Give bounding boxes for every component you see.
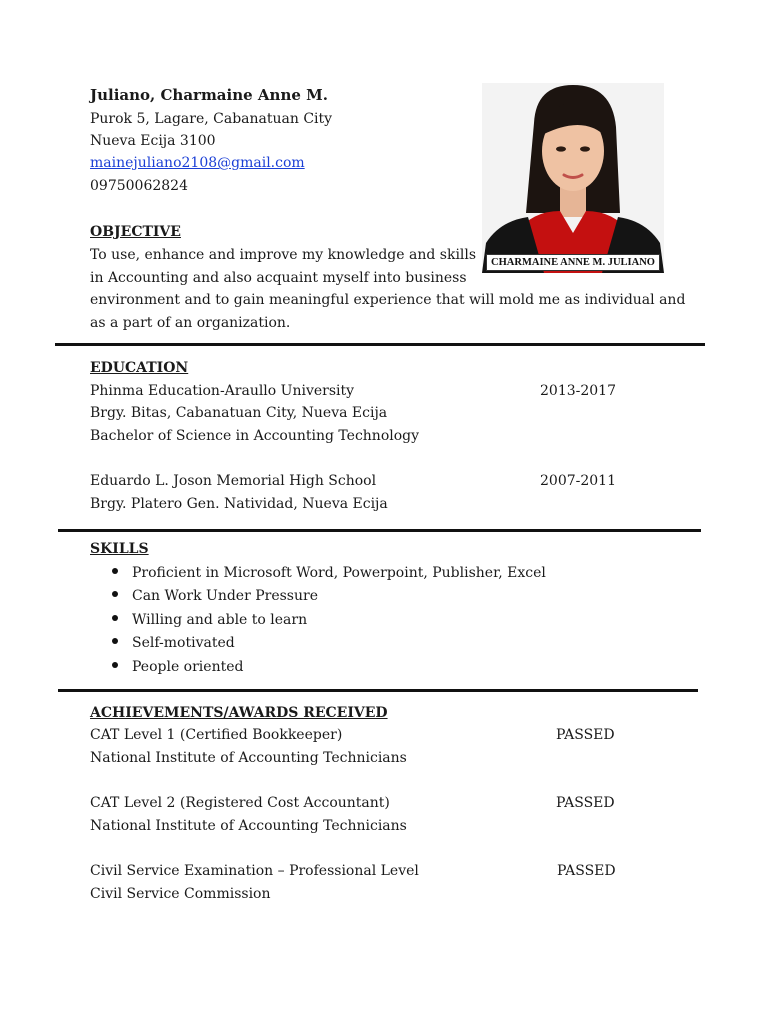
objective-line: as a part of an organization. <box>90 315 291 331</box>
applicant-name: Juliano, Charmaine Anne M. <box>90 86 328 104</box>
profile-photo <box>482 83 664 273</box>
skill-item <box>112 563 546 583</box>
skill-text: Self-motivated <box>132 635 235 651</box>
achievement-status: PASSED <box>556 795 615 811</box>
bullet-icon <box>112 662 118 668</box>
achievements-heading: ACHIEVEMENTS/AWARDS RECEIVED <box>90 705 388 721</box>
achievement-status: PASSED <box>557 863 616 879</box>
achievement-title: CAT Level 2 (Registered Cost Accountant) <box>90 795 390 811</box>
bullet-icon <box>112 591 118 597</box>
objective-line: environment and to gain meaningful experience that will mold me as individual and <box>90 292 686 308</box>
email-link[interactable]: mainejuliano2108@gmail.com <box>90 155 305 171</box>
achievement-title: CAT Level 1 (Certified Bookkeeper) <box>90 727 343 743</box>
objective-line: To use, enhance and improve my knowledge and skills <box>90 247 477 263</box>
section-divider <box>58 529 701 532</box>
skill-text: People oriented <box>132 659 244 675</box>
education-location: Brgy. Bitas, Cabanatuan City, Nueva Ecija <box>90 405 388 421</box>
achievement-status: PASSED <box>556 727 615 743</box>
skill-item <box>112 633 235 653</box>
section-divider <box>58 689 698 692</box>
bullet-icon <box>112 568 118 574</box>
skill-item <box>112 657 243 677</box>
bullet-icon <box>112 615 118 621</box>
achievement-org: National Institute of Accounting Technicians <box>90 818 407 834</box>
achievement-org: National Institute of Accounting Technicians <box>90 750 407 766</box>
phone-number: 09750062824 <box>90 178 188 194</box>
address-line-2: Nueva Ecija 3100 <box>90 133 216 149</box>
skills-heading: SKILLS <box>90 541 149 557</box>
education-school: Phinma Education-Araullo University <box>90 383 355 399</box>
skill-text: Can Work Under Pressure <box>132 588 318 604</box>
objective-heading: OBJECTIVE <box>90 224 181 240</box>
skill-text: Willing and able to learn <box>132 612 308 628</box>
achievement-org: Civil Service Commission <box>90 886 271 902</box>
address-line-1: Purok 5, Lagare, Cabanatuan City <box>90 111 333 127</box>
skill-item <box>112 610 307 630</box>
objective-line: in Accounting and also acquaint myself into business <box>90 270 467 286</box>
education-location: Brgy. Platero Gen. Natividad, Nueva Ecija <box>90 496 388 512</box>
education-years: 2007-2011 <box>540 473 616 489</box>
section-divider <box>55 343 705 346</box>
skill-item <box>112 586 318 606</box>
education-years: 2013-2017 <box>540 383 616 399</box>
education-school: Eduardo L. Joson Memorial High School <box>90 473 377 489</box>
education-degree: Bachelor of Science in Accounting Technology <box>90 428 420 444</box>
portrait-illustration <box>482 83 664 273</box>
skill-text: Proficient in Microsoft Word, Powerpoint, Publisher, Excel <box>132 565 546 581</box>
bullet-icon <box>112 638 118 644</box>
photo-caption: CHARMAINE ANNE M. JULIANO <box>486 254 660 271</box>
achievement-title: Civil Service Examination – Professional Level <box>90 863 419 879</box>
education-heading: EDUCATION <box>90 360 189 376</box>
